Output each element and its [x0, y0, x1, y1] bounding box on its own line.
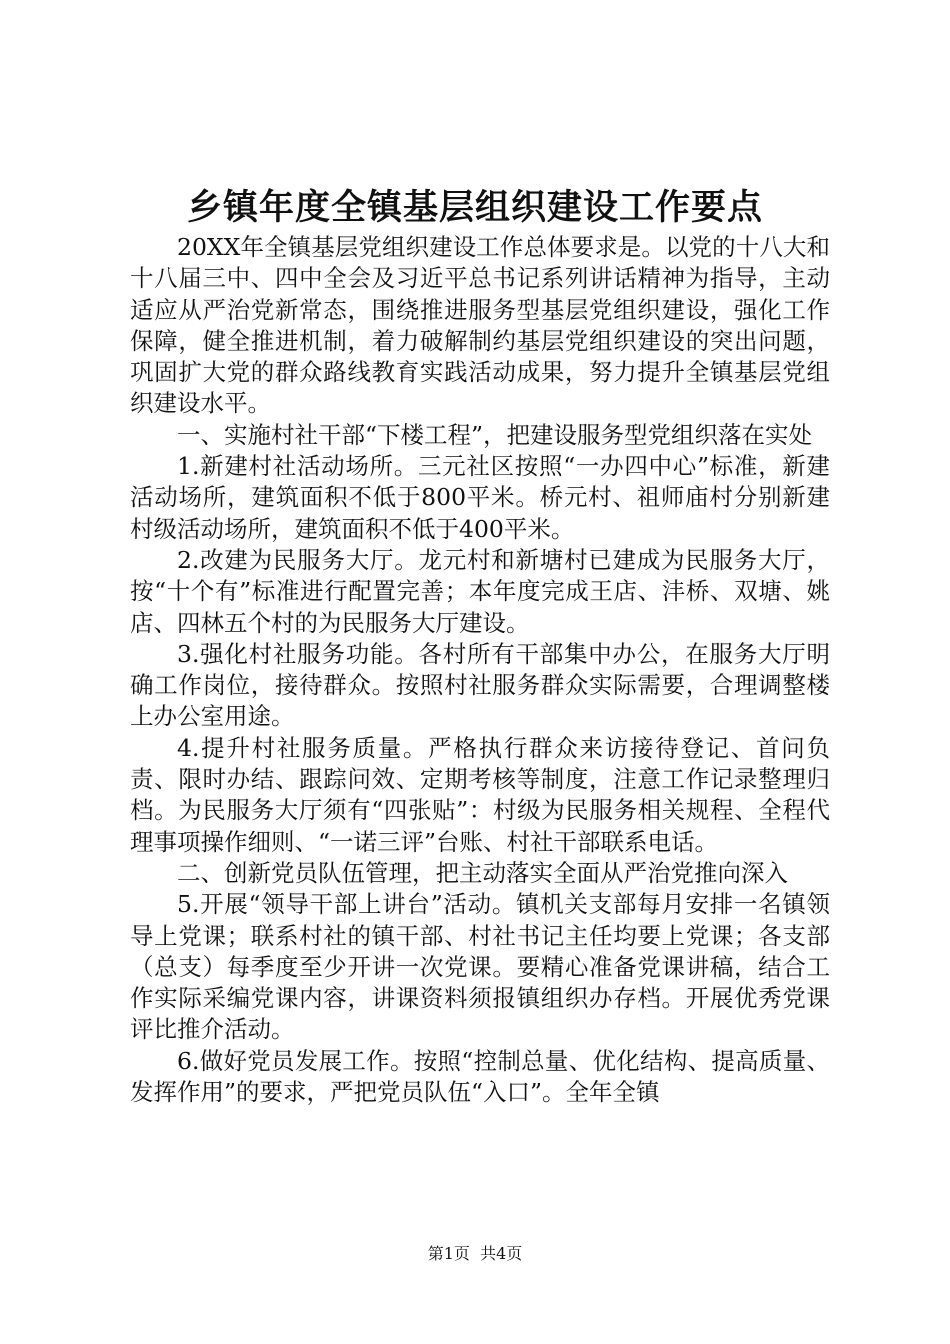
paragraph-item-1: 1.新建村社活动场所。三元社区按照“一办四中心”标准，新建活动场所，建筑面积不低于800平米。桥元村、祖师庙村分别新建村级活动场所，建筑面积不低于400平米。 [130, 452, 830, 543]
section-heading-2: 二、创新党员队伍管理，把主动落实全面从严治党推向深入 [177, 858, 788, 887]
paragraph-item-5: 5.开展“领导干部上讲台”活动。镇机关支部每月安排一名镇领导上党课；联系村社的镇干部、村社书记主任均要上党课；各支部（总支）每季度至少开讲一次党课。要精心准备党课讲稿，结合工作实际采编党课内容，讲课资料须报镇组织办存档。开展优秀党课评比推介活动。 [130, 890, 830, 1044]
paragraph-item-3: 3.强化村社服务功能。各村所有干部集中办公，在服务大厅明确工作岗位，接待群众。按照村社服务群众实际需要，合理调整楼上办公室用途。 [130, 639, 830, 731]
paragraph-item-4: 4.提升村社服务质量。严格执行群众来访接待登记、首问负责、限时办结、跟踪问效、定期考核等制度，注意工作记录整理归档。为民服务大厅须有“四张贴”：村级为民服务相关规程、全程代理事项操作细则、“一诺三评”台账、村社干部联系电话。 [130, 733, 830, 856]
paragraph-item-6: 6.做好党员发展工作。按照“控制总量、优化结构、提高质量、发挥作用”的要求，严把党员队伍“入口”。全年全镇 [130, 1046, 830, 1107]
page-suffix: 页 [506, 1244, 523, 1263]
paragraph-intro: 20XX年全镇基层党组织建设工作总体要求是。以党的十八大和十八届三中、四中全会及习近平总书记系列讲话精神为指导，主动适应从严治党新常态，围绕推进服务型基层党组织建设，强化工作保障，健全推进机制，着力破解制约基层党组织建设的突出问题，巩固扩大党的群众路线教育实践活动成果，努力提升全镇基层党组织建设水平。 [130, 233, 830, 418]
page-mid: 页 共 [453, 1244, 497, 1263]
page-footer [0, 1244, 950, 1264]
page-prefix: 第 [427, 1244, 444, 1263]
document-title: 乡镇年度全镇基层组织建设工作要点 [186, 187, 763, 228]
paragraph-item-2: 2.改建为民服务大厅。龙元村和新塘村已建成为民服务大厅，按“十个有”标准进行配置完善；本年度完成王店、沣桥、双塘、姚店、四林五个村的为民服务大厅建设。 [130, 545, 830, 637]
page-total: 4 [496, 1244, 507, 1263]
section-heading-1: 一、实施村社干部“下楼工程”，把建设服务型党组织落在实处 [177, 420, 813, 449]
document-body [130, 232, 830, 1108]
page-current: 1 [443, 1244, 454, 1263]
